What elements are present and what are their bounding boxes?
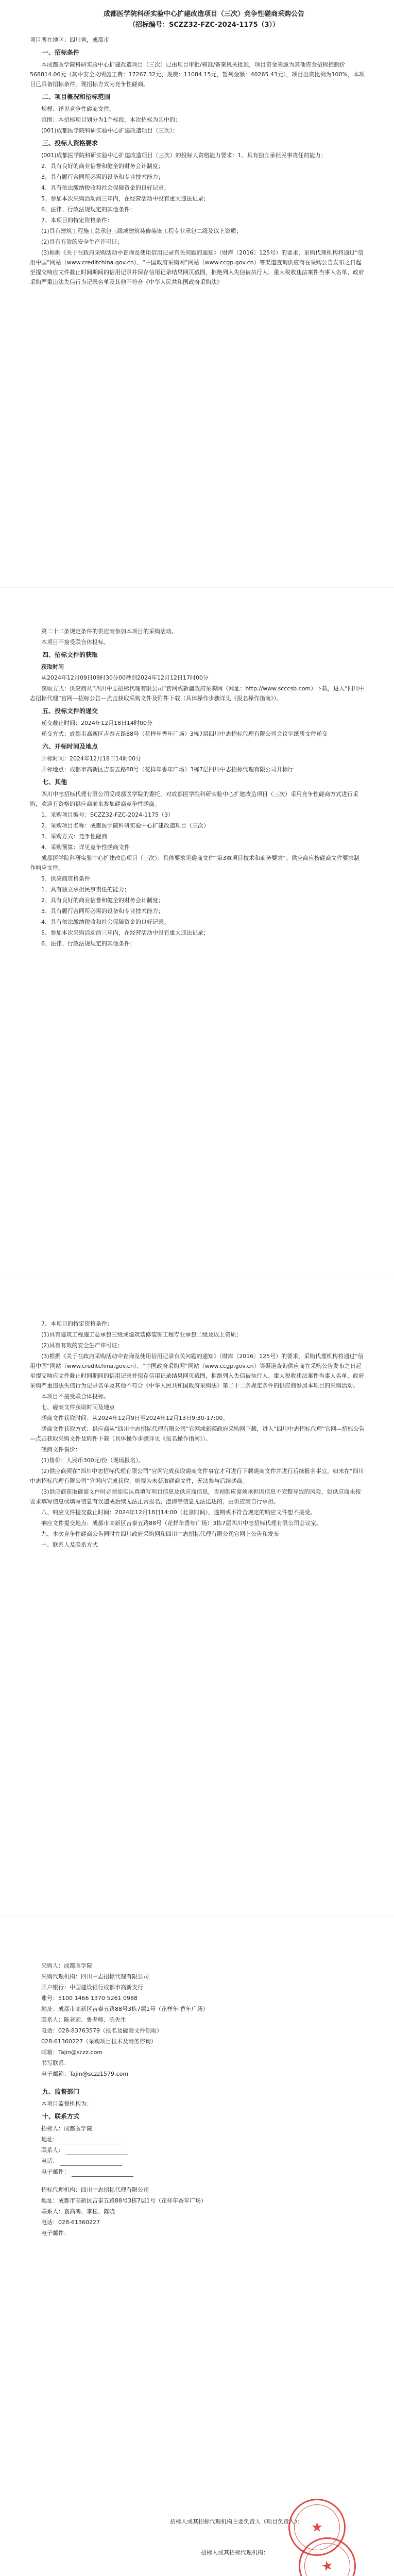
paragraph: 磋商文件售价： — [41, 1446, 81, 1453]
page-separator — [0, 1278, 394, 1299]
paragraph: (3)根据《关于在政府采购活动中查询及使用信用记录有关问题的通知》（财库〔2016〕125号）的要求，采购代理机构将通过“信用中国”网站（www.creditchina.gov.cn）、“中国政府采购网”网站（www.ccgp.gov.cn）等渠道查询供应商在采购公告发布之日起至提交响应文件截止时间期间的信用记录并保存信用记录结果网页截图，拒绝列入失信被执行人、重大税收违法案件当事人名单、政府采购严重违法失信行为记录名单及其他不符合《中华人民共和国政府采购法》 — [30, 249, 364, 285]
paragraph: (2)具有有效的安全生产许可证； — [41, 1342, 123, 1349]
paragraph — [30, 2156, 365, 2166]
paragraph: 地址：成都市高新区吉泰五路88号3栋7层1号（花样年·香年广场） — [41, 2006, 209, 2012]
paragraph: 联系人：袁高鸿、李松、陈晓 — [41, 2208, 115, 2215]
page2-body — [30, 626, 365, 950]
seal-star-icon: ★ — [311, 2519, 323, 2535]
paragraph: 获取方式：供应商从“四川中志招标代理有限公司”官网或新疆政府采购网（网址：http://www.scccsb.com）下载，进入“四川中志招标代理”官网—招标公告—点击获取采购文件及附件下载（具体操作步骤详见《报名操作指南》）。 — [30, 685, 365, 702]
seal-star-icon: ★ — [319, 2557, 335, 2575]
paragraph: (3)供应商获取磋商文件时必须如实认真填写项目信息及供应商信息，否则供应商须承担因信息不完整导致的风险，如供应商未按要求填写信息或填写信息有误造成后续无法正常报名、澄清等信息无法送达的，由供应商自行承担。 — [30, 1488, 361, 1505]
paragraph: 3、具有履行合同所必需的设备和专业技术能力； — [41, 174, 164, 180]
paragraph — [30, 2134, 365, 2144]
paragraph: 电子邮箱：Tajin@sczz1579.com — [41, 2071, 129, 2077]
paragraph: 电话：028-83763579（报名及磋商文件领取） — [41, 2027, 162, 2034]
paragraph: 开标地点：成都市高新区吉泰五路88号（花样年香年广场）3栋7层四川中志招标代理有限公司开标厅 — [41, 766, 294, 773]
signature-line-agency: 招标人或其招标代理机构： — [201, 2549, 269, 2556]
paragraph: 本项目不接受联合体投标。 — [41, 639, 109, 646]
paragraph: 递交方式：成都市高新区吉泰五路88号（花样年香年广场）3栋7层四川中志招标代理有限公司会议室纸质文件递交 — [41, 731, 328, 737]
blank-line — [66, 2148, 128, 2155]
section-heading: 三、投标人资格要求 — [42, 140, 98, 147]
document-page-4 — [0, 1937, 394, 2576]
section-heading: 四、招标文件的获取 — [42, 651, 98, 658]
paragraph: 本成都医学院科研实验中心扩建改造项目（三次）已由项目审批/核准/备案机关批准，项目资金来源为其他资金招标控制价568814.06元（其中安全文明施工费：17267.32元、规费：11084.15元，暂列金额：40265.43元），项目出资比例为100%，本项目已具备招标条件，现招标方式为竞争性磋商。 — [30, 61, 365, 88]
seal-inner-ring — [300, 2539, 355, 2576]
paragraph: 2、具有良好的商业信誉和健全的财务会计制度； — [41, 897, 164, 904]
paragraph: 联系人：陈老师、鲁老师、陈先生 — [41, 2016, 126, 2023]
paragraph: (1)具有建筑工程施工总承包三级或建筑装修装饰工程专业承包二级及以上资质； — [41, 228, 242, 234]
page-separator — [0, 587, 394, 609]
field-label: 电子邮件： — [41, 2168, 70, 2175]
section-heading: 一、招标条件 — [42, 49, 80, 56]
paragraph: 3、采购方式：竞争性磋商 — [41, 833, 107, 840]
paragraph: 邮箱：Tajin@sczz.com — [41, 2049, 103, 2056]
blank-line — [72, 2170, 133, 2177]
paragraph: 电话：028-61360227 — [41, 2219, 100, 2226]
section-heading: 十、联系方式 — [42, 2113, 80, 2120]
tender-number: （招标编号：SCZZ32-FZC-2024-1175（3）） — [128, 21, 280, 29]
field-label: 地址： — [41, 2136, 58, 2143]
paragraph: 4、采购预算：详见竞争性磋商文件 — [41, 844, 130, 851]
paragraph: (1)售价：人民币300元/份（现场报名）。 — [41, 1457, 144, 1464]
paragraph: 2、具有良好的商业信誉和健全的财务会计制度； — [41, 163, 164, 170]
section-heading: 二、项目概况和招标范围 — [42, 93, 111, 100]
paragraph: 7、本项目的特定资格条件： — [41, 217, 113, 224]
blank-line — [60, 2137, 122, 2144]
document-page-2 — [0, 608, 394, 1278]
paragraph: 九、本次竞争性磋商公告同时在四川政府采购网和四川中志招标代理有限公司官网上公告和发布 — [41, 1531, 279, 1537]
section-heading: 九、监督部门 — [42, 2088, 80, 2095]
paragraph: 招标人：成都医学院 — [41, 2125, 92, 2132]
paragraph: 4、具有依法缴纳税收和社会保障资金的良好记录； — [41, 919, 169, 925]
paragraph: 6、法律、行政法规规定的其他条件； — [41, 940, 135, 947]
paragraph: 开标时间：2024年12月18日14时00分 — [41, 755, 141, 762]
paragraph: (2)供应商须在“四川中志招标代理有限公司”官网完成获取磋商文件事宜才可进行下载磋商文件并进行后续报名事宜，如未在“四川中志招标代理有限公司”官网内完成获取，则视为未获取磋商文件，无法参与后续磋商。 — [30, 1468, 364, 1484]
page1-body — [30, 9, 365, 288]
paragraph: 028-61360227（采购项目技术及商务咨询） — [41, 2038, 157, 2045]
paragraph: 规模：详见竞争性磋商文件。 — [41, 106, 115, 112]
paragraph: 十、联系人及联系方式 — [41, 1541, 98, 1548]
page-separator — [0, 1917, 394, 1938]
paragraph: 磋商文件获取时间：从2024年12月9日至2024年12月13日9:30-17:00。 — [41, 1415, 229, 1421]
paragraph — [30, 2145, 365, 2155]
paragraph: 地址：成都市高新区吉泰五路88号3栋7层1号（花样年香年广场） — [41, 2197, 207, 2204]
paragraph: 书写联系： — [41, 2060, 70, 2066]
paragraph: 3、具有履行合同所必需的设备和专业技术能力； — [41, 908, 164, 914]
paragraph: 磋商文件获取方式：供应商从“四川中志招标代理有限公司”官网或新疆政府采购网下载，进入“四川中志招标代理”官网—招标公告—点击获取采购文件及附件下载（具体操作步骤详见《报名操作指南》）。 — [30, 1426, 365, 1442]
paragraph: 2、采购项目名称：成都医学院科研实验中心扩建改造项目（三次） — [41, 822, 209, 829]
paragraph: 1、采购项目编号：SCZZ32-FZC-2024-1175（3） — [41, 811, 174, 818]
paragraph: 电子邮件： — [41, 2230, 70, 2236]
paragraph: (3)根据《关于在政府采购活动中查询及使用信用记录有关问题的通知》（财库〔2016〕125号）的要求，采购代理机构将通过“信用中国”网站（www.creditchina.gov.cn）、“中国政府采购网”网站（www.ccgp.gov.cn）等渠道查询供应商在采购公告发布之日起至提交响应文件截止时间期间的信用记录并保存信用记录结果网页截图，拒绝列入失信被执行人、重大税收违法案件当事人名单、政府采购严重违法失信行为记录名单及其他不符合《中华人民共和国政府采购法》第二十二条规定条件的供应商参加本项目的采购活动。 — [30, 1353, 364, 1389]
document-page-1 — [0, 0, 394, 587]
paragraph: (2)具有有效的安全生产许可证； — [41, 239, 123, 245]
paragraph: 第二十二条规定条件的供应商参加本项目的采购活动。 — [41, 628, 177, 635]
paragraph: 1、具有独立承担民事责任的能力； — [41, 886, 130, 893]
paragraph: (001)成都医学院科研实验中心扩建改造项目（三次）； — [41, 127, 179, 134]
paragraph: 递交截止时间：2024年12月18日14时00分 — [41, 720, 152, 726]
paragraph — [30, 2167, 365, 2177]
paragraph: 从2024年12月09日09时30分00秒到2024年12月12日17时00分 — [41, 674, 209, 681]
paragraph: 范围：本招标项目划分为1个标段，本次招标为其中的： — [41, 116, 181, 123]
sub-heading: 获取时间 — [41, 664, 64, 670]
paragraph: (001)成都医学院科研实验中心扩建改造项目（三次）的投标人资格能力要求：1、具有独立承担民事责任的能力； — [41, 152, 327, 159]
paragraph: 采购人：成都医学院 — [41, 1962, 92, 1969]
paragraph: 七、磋商文件获取时间及地点 — [41, 1404, 115, 1411]
paragraph: 响应文件提交地点：成都市高新区吉泰五路88号（花样年香年广场）3栋7层四川中志招标代理有限公司会议室。 — [41, 1520, 322, 1527]
page4-body — [30, 1961, 365, 2239]
paragraph: 6、法律、行政法规规定的其他条件； — [41, 206, 135, 213]
paragraph: 本项目监督机构为： — [41, 2100, 92, 2107]
paragraph: 招标代理机构：四川中志招标代理有限公司 — [41, 2187, 149, 2193]
paragraph: 4、具有依法缴纳税收和社会保障资金的良好记录； — [41, 184, 169, 191]
paragraph: (1)具有建筑工程施工总承包三级或建筑装修装饰工程专业承包二级及以上资质； — [41, 1331, 242, 1338]
section-heading: 六、开标时间及地点 — [42, 743, 98, 750]
blank-line — [60, 2159, 122, 2166]
paragraph: 采购代理机构：四川中志招标代理有限公司 — [41, 1973, 149, 1980]
paragraph: 5、参加本次采购活动前三年内，在经营活动中没有重大违法记录； — [41, 195, 209, 202]
doc-title: 成都医学院科研实验中心扩建改造项目（三次）竞争性磋商采购公告 — [103, 10, 304, 18]
document-page-3 — [0, 1298, 394, 1917]
paragraph: 四川中志招标代理有限公司受成都医学院的委托，对成都医学院科研实验中心扩建改造项目（三次）采用竞争性磋商方式进行采购，欢迎有资格的供应商前来参加磋商竞争性磋商。 — [30, 791, 358, 807]
page3-body — [30, 1319, 365, 1551]
section-heading: 七、其他 — [42, 778, 67, 786]
paragraph: 本项目不接受联合体投标。 — [41, 1393, 109, 1400]
project-location: 项目所在地区：四川省，成都市 — [30, 37, 109, 43]
paragraph: 账号：5100 1466 1370 5261 0988 — [41, 1995, 138, 2002]
paragraph: 5、供应商资格条件 — [41, 875, 90, 882]
paragraph: 5、参加本次采购活动前三年内，在经营活动中没有重大违法记录； — [41, 929, 209, 936]
paragraph: 八、响应文件提交截止时间：2024年12月18日14:00（北京时间），逾期或不符合规定的响应文件恕不接受。 — [41, 1509, 316, 1516]
section-heading: 五、投标文件的递交 — [42, 707, 98, 715]
paragraph: 开户银行：中国建设银行成都市高新支行 — [41, 1984, 143, 1991]
paragraph: 成都医学院科研实验中心扩建改造项目（三次）：具体要求见磋商文件“第3章项目技术和商务要求”。供应商应按磋商文件要求制作响应文件。 — [30, 855, 359, 871]
field-label: 联系人： — [41, 2147, 64, 2154]
signature-line-responsible: 招标人或其招标代理机构主要负责人（项目负责人）： — [170, 2518, 303, 2525]
paragraph: 7、本项目的特定资格条件： — [41, 1320, 113, 1327]
field-label: 电话： — [41, 2158, 58, 2164]
